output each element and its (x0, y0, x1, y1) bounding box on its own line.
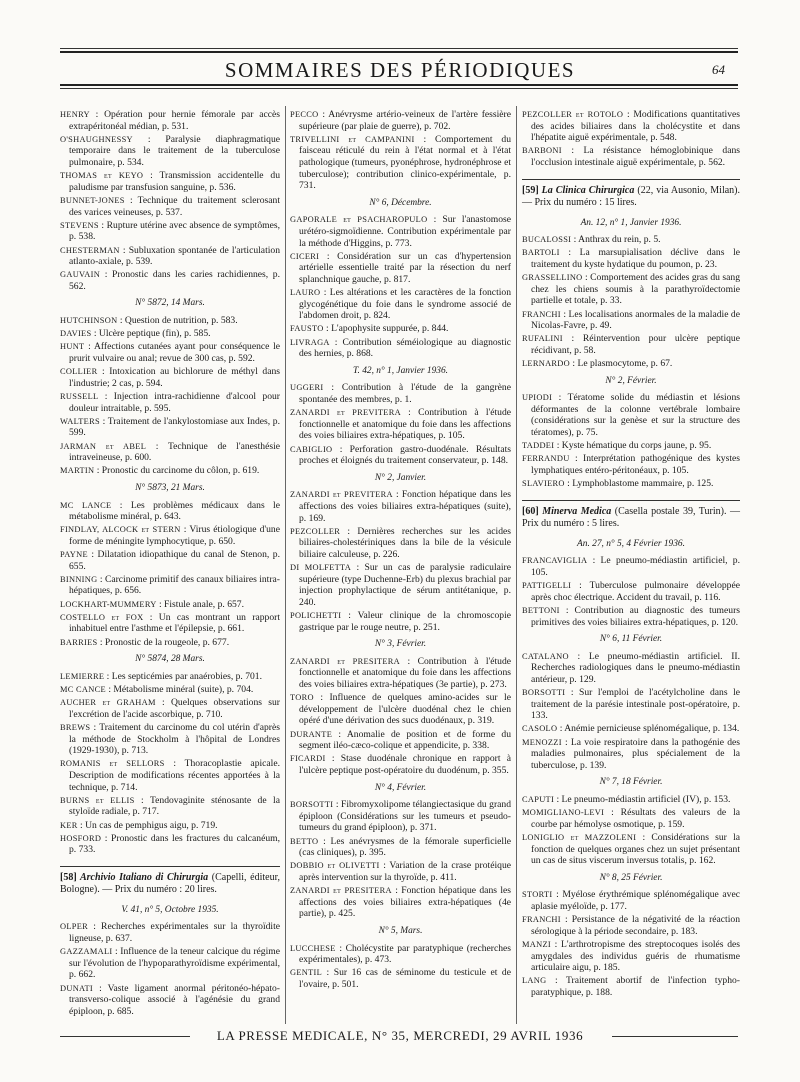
article-title: : Tuberculose pulmonaire développée après choc électrique. Accident du travail, p. 116. (531, 580, 740, 603)
journal-name: La Clinica Chirurgica (538, 184, 635, 196)
article-entry (290, 251, 511, 286)
article-entry (290, 287, 511, 322)
article-entry (522, 807, 740, 830)
journal-details: (Capelli, éditeur, Bologne). — Prix du numéro : 20 lires. (60, 871, 281, 895)
article-title: : Vaste ligament anormal péritonéo-hépato-transverso-colique associé à l'agénésie du grand épiploon, p. 685. (69, 982, 280, 1017)
article-title: : Métabolisme minéral (suite), p. 704. (105, 684, 254, 695)
issue-heading: N° 3, Février. (374, 639, 427, 650)
article-author: SLAVIERO (522, 479, 565, 489)
article-entry (290, 885, 511, 920)
footer-rule-right (612, 1036, 738, 1037)
issue-heading: N° 8, 25 Février. (599, 872, 663, 883)
article-entry (60, 820, 280, 832)
article-title: : Fibromyxolipome télangiectasique du grand épiploon (Considérations sur les tumeurs et pseudo-tumeurs du grand épiploon), p. 371. (299, 799, 511, 834)
article-author: STORTI (522, 890, 553, 900)
article-author: PAYNE (60, 550, 88, 560)
article-author: MC LANCE (60, 500, 112, 510)
article-entry (60, 697, 280, 720)
article-title: : Les altérations et les caractères de la fonction glycogénétique du foie dans le syndrome associé de l'abdomen droit, p. 824. (299, 287, 511, 322)
article-author: KER (60, 820, 78, 830)
article-author: BUNNET-JONES (60, 195, 125, 205)
article-author: RUSSELL (60, 392, 99, 401)
article-author: FICARDI (290, 754, 326, 764)
article-entry (522, 975, 740, 998)
article-author: HOSFORD (60, 833, 102, 843)
article-entry (522, 605, 740, 628)
article-title: : Technique du traitement sclerosant des varices veineuses, p. 537. (69, 194, 280, 218)
article-title: : L'arthrotropisme des streptocoques isolés des amygdales des individus guéris de rhumatisme articulaire aigu, p. 185. (531, 938, 740, 974)
article-title: : Technique de l'anesthésie intraveineuse, p. 600. (69, 440, 280, 464)
article-author: PATTIGELLI (522, 581, 572, 591)
article-entry (60, 921, 280, 944)
article-entry (60, 109, 280, 132)
article-title: : Les problèmes médicaux dans le métabolisme minéral, p. 643. (69, 499, 280, 523)
journal-number: [60] (522, 505, 539, 517)
article-author: BREWS (60, 722, 91, 732)
article-title: : Anémie pernicieuse splénomégalique, p. 134. (557, 723, 740, 735)
article-entry (60, 195, 280, 218)
article-entry (60, 684, 280, 696)
article-entry (60, 366, 280, 389)
article-title: : Valeur clinique de la chromoscopie gastrique par le rouge neutre, p. 251. (299, 610, 511, 633)
article-author: O'SHAUGHNESSY (60, 134, 133, 144)
issue-heading: An. 12, n° 1, Janvier 1936. (580, 217, 682, 228)
article-entry (60, 465, 280, 477)
article-title: : Anomalie de position et de forme du segment iléo-cæco-colique et appendicite, p. 338. (299, 728, 511, 752)
article-author: POLICHETTI (290, 611, 342, 621)
article-author: ZANARDI et PREVITERA (290, 490, 393, 500)
article-entry (60, 315, 280, 327)
article-author: DI MOLFETTA (290, 563, 352, 573)
article-title: : Anthrax du rein, p. 5. (571, 234, 661, 246)
article-title: : Perforation gastro-duodénale. Résultats proches et éloignés du traitement conservateur, p. 148. (299, 443, 511, 467)
article-author: TRIVELLINI et CAMPANINI (290, 134, 415, 144)
article-entry (60, 441, 280, 464)
article-author: MARTIN (60, 466, 95, 476)
article-entry (60, 269, 280, 292)
article-entry (60, 328, 280, 340)
article-title: : Anévrysme artério-veineux de l'artère fessière supérieure (par plaie de guerre), p. 702. (299, 109, 511, 132)
article-entry (60, 833, 280, 856)
article-title: : Transmission accidentelle du paludisme par transfusion sanguine, p. 536. (69, 170, 280, 193)
article-author: TADDEI (522, 441, 555, 451)
article-entry (522, 145, 740, 168)
article-entry (290, 444, 511, 467)
article-title: : Tératome solide du médiastin et lésions déformantes de la colonne vertébrale lombaire (considérations sur la genèse et sur la structure des tératomes), p. 75. (531, 392, 740, 439)
header-rule-top-thick (60, 51, 738, 53)
article-author: PECCO (290, 110, 319, 119)
journal-details: (Casella postale 39, Turin). — Prix du numéro : 5 lires. (522, 505, 741, 529)
article-author: HUNT (60, 342, 85, 352)
article-title: : Considérations sur la fonction de quelques organes chez un sujet présentant un cas de situs viscerum inversus totalis, p. 162. (531, 832, 741, 867)
article-author: PEZCOLLER et ROTOLO (522, 110, 624, 119)
article-author: LAURO (290, 288, 321, 298)
article-entry (60, 549, 280, 572)
article-title: : Les septicémies par anaérobies, p. 701. (104, 670, 262, 682)
article-author: HUTCHINSON (60, 316, 118, 326)
article-entry (522, 109, 740, 144)
article-title: : Sur l'emploi de l'acétylcholine dans le traitement de la parésie intestinale post-opératoire, p. 133. (531, 687, 740, 722)
issue-heading: N° 5873, 21 Mars. (135, 482, 205, 493)
article-entry (522, 555, 740, 578)
article-author: JARMAN et ABEL (60, 441, 147, 451)
article-title: : Sur un cas de paralysie radiculaire supérieure (type Duchenne-Erb) du plexus brachial par injection prophylactique de sérum antitétanique, p. 240. (299, 562, 511, 608)
article-entry (290, 489, 511, 524)
article-author: FINDLAY, ALCOCK et STERN (60, 525, 181, 535)
article-entry (290, 753, 511, 776)
article-title: : Lymphoblastome mammaire, p. 125. (564, 478, 714, 490)
article-title: : Comportement des acides gras du sang chez les chiens soumis à la parathyroïdectomie partielle et totale, p. 33. (531, 272, 740, 307)
article-entry (60, 500, 280, 523)
article-title: : Le plasmocytome, p. 67. (570, 358, 673, 370)
article-entry (522, 309, 740, 332)
article-entry (522, 392, 740, 438)
article-title: : Subluxation spontanée de l'articulation atlanto-axiale, p. 539. (69, 244, 280, 268)
article-title: : Influence de quelques amino-acides sur le développement de l'ulcère duodénal chez le chien opéré d'une dérivation des sucs duodénaux, p. 319. (299, 692, 511, 727)
issue-heading: N° 2, Février. (605, 375, 657, 386)
article-author: DOBBIO et OLIVETTI (290, 861, 380, 871)
article-title: : Le pneumo-médiastin artificiel (IV), p. 153. (554, 794, 731, 806)
article-entry (60, 612, 280, 635)
article-title: : Sur 16 cas de séminome du testicule et de l'ovaire, p. 501. (299, 967, 511, 990)
article-entry (290, 337, 511, 360)
article-entry (290, 799, 511, 834)
article-title: : Contribution à l'étude fonctionnelle et anatomique du foie dans les affections des voies biliaires extra-hépatiques (3e partie), p. 273. (299, 655, 511, 691)
article-entry (522, 914, 740, 937)
article-title: : Contribution au diagnostic des tumeurs primitives des voies biliaires extra-hépatiques, p. 120. (531, 604, 740, 628)
article-author: STEVENS (60, 220, 99, 230)
article-entry (290, 836, 511, 859)
journal-heading (522, 179, 740, 212)
article-title: : Pronostic du carcinome du côlon, p. 619. (94, 465, 260, 477)
article-author: CASOLO (522, 724, 558, 734)
article-title: : L'apophysite suppurée, p. 844. (323, 323, 449, 335)
article-title: : Dernières recherches sur les acides biliaires-cholestériniques dans la bile de la vésicule biliaire calculeuse, p. 226. (299, 525, 511, 560)
article-entry (522, 358, 740, 370)
article-entry (290, 729, 511, 752)
article-author: MANZI (522, 939, 551, 949)
article-author: DURANTE (290, 729, 333, 739)
article-author: ZANARDI et PRESITERA (290, 656, 401, 666)
article-entry (60, 758, 280, 793)
issue-heading: N° 7, 18 Février. (599, 777, 663, 788)
article-author: MOMIGLIANO-LEVI (522, 808, 605, 818)
article-author: GENTIL (290, 968, 323, 978)
article-entry (522, 440, 740, 452)
article-author: LUCCHESE (290, 943, 336, 953)
issue-heading: An. 27, n° 5, 4 Février 1936. (577, 538, 685, 549)
article-author: ROMANIS et SELLORS (60, 759, 165, 769)
article-title: : Interprétation pathogénique des kystes lymphatiques entéro-péritonéaux, p. 105. (531, 453, 740, 476)
article-entry (522, 737, 740, 772)
issue-heading: N° 6, Décembre. (369, 197, 432, 208)
article-title: : Sur l'anastomose urétéro-sigmoïdienne. Contribution expérimentale par la méthode d'Higgins, p. 773. (299, 214, 512, 249)
article-author: CABIGLIO (290, 444, 333, 454)
article-entry (60, 574, 280, 597)
article-title: : Virus étiologique d'une forme de méningite lymphocytique, p. 650. (69, 524, 280, 547)
article-title: : Kyste hématique du corps jaune, p. 95. (554, 440, 712, 452)
article-title: : Recherches expérimentales sur la thyroïdite ligneuse, p. 637. (69, 921, 280, 945)
article-author: BARTOLI (522, 248, 560, 258)
article-author: COSTELLO et FOX (60, 612, 144, 622)
article-title: : Le pneumo-médiastin artificiel. II. Recherches radiologiques dans le pneumo-médiastin antérieur, p. 129. (531, 650, 740, 685)
article-author: BETTO (290, 836, 319, 846)
article-entry (60, 983, 280, 1018)
article-author: FAUSTO (290, 324, 324, 334)
article-title: : Dilatation idiopathique du canal de Stenon, p. 655. (69, 549, 280, 572)
article-entry (290, 382, 511, 405)
article-title: : Thoracoplastie apicale. Description de modifications récentes apportées à la technique, p. 714. (69, 758, 280, 793)
article-author: BARRIES (60, 637, 98, 647)
header-rule-bottom-thin (60, 88, 738, 89)
article-entry (290, 562, 511, 608)
article-author: PEZCOLLER (290, 526, 341, 536)
article-title: : Quelques observations sur l'excrétion de l'acide ascorbique, p. 710. (69, 697, 280, 720)
article-author: LERNARDO (522, 359, 570, 369)
article-entry (522, 832, 740, 867)
article-author: GAPORALE et PSACHAROPULO (290, 215, 428, 225)
article-author: COLLIER (60, 367, 98, 377)
article-author: UPIODI (522, 393, 553, 403)
article-author: BINNING (60, 574, 98, 584)
article-author: CATALANO (522, 651, 569, 661)
article-entry (522, 687, 740, 722)
article-author: CHESTERMAN (60, 245, 120, 255)
column-divider-2 (516, 106, 517, 1024)
article-title: : Modifications quantitatives des acides biliaires dans la cholécystite et dans l'hépatite aiguë expérimentale, p. 548. (531, 109, 740, 144)
article-entry (290, 967, 511, 990)
journal-details: (22, via Ausonio, Milan). — Prix du numéro : 15 lires. (522, 184, 740, 208)
article-author: GRASSELLINO (522, 273, 583, 283)
journal-name: Minerva Medica (538, 505, 612, 517)
article-title: : Un cas montrant un rapport inhabituel entre l'asthme et l'épilepsie, p. 661. (69, 611, 281, 635)
article-title: : Intoxication au bichlorure de méthyl dans l'industrie; 2 cas, p. 594. (69, 366, 280, 389)
article-author: THOMAS et KEYO (60, 171, 144, 181)
article-entry (522, 234, 740, 246)
article-title: : Ulcère peptique (fin), p. 585. (91, 328, 211, 340)
header-rule-top (60, 48, 738, 49)
article-title: : Pronostic dans les fractures du calcanéum, p. 733. (69, 832, 280, 856)
article-author: BUCALOSSI (522, 235, 572, 245)
article-author: DUNATI (60, 983, 93, 993)
article-author: TORO (290, 693, 314, 703)
article-entry (60, 220, 280, 243)
article-title: : Les anévrysmes de la fémorale superficielle (cas cliniques), p. 395. (299, 835, 511, 859)
column-divider-1 (285, 106, 286, 1024)
article-title: : Contribution séméiologique au diagnostic des hernies, p. 868. (299, 336, 511, 360)
article-entry (60, 795, 280, 818)
article-author: BORSOTTI (522, 688, 566, 698)
article-entry (60, 599, 280, 611)
article-title: : Résultats des valeurs de la courbe par hémolyse osmotique, p. 159. (531, 807, 740, 830)
article-entry (522, 478, 740, 490)
article-entry (290, 943, 511, 966)
article-author: RUFALINI (522, 334, 563, 344)
article-author: DAVIES (60, 329, 92, 339)
article-author: WALTERS (60, 416, 100, 426)
article-author: BETTONI (522, 605, 560, 615)
article-title: : Considération sur un cas d'hypertension artérielle essentielle traité par la résection du nerf splanchnique gauche, p. 817. (299, 250, 511, 285)
article-title: : Pronostic dans les caries rachidiennes, p. 562. (69, 269, 280, 292)
article-entry (290, 109, 511, 132)
article-title: : Contribution à l'étude fonctionnelle et anatomique du foie dans les affections des voies biliaires extra-hépatiques, p. 105. (299, 407, 511, 442)
article-title: : Traitement abortif de l'infection typho-paratyphique, p. 188. (531, 975, 740, 998)
article-author: BURNS et ELLIS (60, 795, 135, 805)
article-title: : La voie respiratoire dans la pathogénie des maladies pulmonaires, plus spécialement de la tuberculose, p. 139. (531, 736, 740, 771)
article-title: : Fonction hépatique dans les affections des voies biliaires extra-hépatiques (4e partie), p. 425. (299, 885, 511, 920)
article-author: GAUVAIN (60, 270, 101, 280)
article-author: GAZZAMALI (60, 947, 113, 957)
article-author: LEMIERRE (60, 671, 105, 681)
article-title: : Carcinome primitif des canaux biliaires intra-hépatiques, p. 656. (69, 573, 280, 597)
column-1 (60, 109, 280, 1019)
issue-heading: N° 5, Mars. (378, 925, 423, 936)
article-author: UGGERI (290, 383, 324, 393)
page-footer: LA PRESSE MEDICALE, N° 35, MERCREDI, 29 AVRIL 1936 (216, 1028, 584, 1043)
article-title: : Rupture utérine avec absence de symptômes, p. 538. (69, 219, 280, 243)
article-entry (290, 656, 511, 691)
article-title: : La résistance hémoglobinique dans l'occlusion intestinale aiguë expérimentale, p. 562. (531, 145, 740, 168)
article-title: : Comportement du faisceau réticulé du rein à l'état normal et à l'état pathologique (tumeurs, pyonéphrose, hydronéphrose et tuberculose); contribution clinico-expérimentale, p. 731. (299, 133, 512, 192)
article-author: AUCHER et GRAHAM (60, 698, 156, 708)
article-author: MC CANCE (60, 685, 106, 694)
column-2 (290, 109, 511, 992)
article-title: : Fonction hépatique dans les affections des voies biliaires extra-hépatiques (suite), p. 169. (299, 489, 511, 524)
header-rule-bottom (60, 84, 738, 86)
article-title: : Influence de la teneur calcique du régime sur l'évolution de l'hypoparathyroïdisme expérimental, p. 662. (69, 946, 280, 981)
article-entry (60, 416, 280, 439)
article-author: FRANCAVIGLIA (522, 556, 588, 566)
article-author: HENRY (60, 110, 90, 119)
page-title: SOMMAIRES DES PÉRIODIQUES (224, 58, 576, 82)
article-title: : Un cas de pemphigus aigu, p. 719. (77, 819, 218, 831)
article-title: : Question de nutrition, p. 583. (117, 315, 238, 327)
article-author: CAPUTI (522, 795, 555, 805)
article-entry (290, 214, 511, 249)
article-author: BARBONI (522, 146, 562, 156)
article-entry (290, 692, 511, 727)
article-entry (522, 939, 740, 974)
issue-heading: T. 42, n° 1, Janvier 1936. (353, 365, 448, 376)
issue-heading: V. 41, n° 5, Octobre 1935. (121, 904, 219, 915)
article-title: : La marsupialisation déclive dans le traitement du kyste hydatique du poumon, p. 23. (531, 247, 740, 270)
article-author: FERRANDU (522, 454, 570, 464)
article-title: : Opération pour hernie fémorale par accès extrapéritonéal médian, p. 531. (69, 109, 280, 132)
issue-heading: N° 4, Février. (374, 782, 427, 793)
article-entry (60, 722, 280, 757)
article-entry (60, 245, 280, 268)
article-title: : Traitement du carcinome du col utérin d'après la méthode de Stockholm à l'hôpital de Londres (1929-1930), p. 713. (69, 721, 280, 757)
article-title: : Injection intra-rachidienne d'alcool pour douleur intraitable, p. 595. (69, 391, 280, 414)
article-entry (60, 671, 280, 683)
article-title: : Le pneumo-médiastin artificiel, p. 105. (531, 555, 740, 578)
article-entry (290, 860, 511, 883)
article-title: : Pronostic de la rougeole, p. 677. (97, 636, 230, 648)
article-entry (522, 580, 740, 603)
article-title: : Réintervention pour ulcère peptique récidivant, p. 58. (531, 333, 740, 356)
article-entry (290, 323, 511, 335)
article-title: : Myélose érythrémique splénomégalique avec aplasie myéloïde, p. 177. (531, 889, 740, 912)
article-title: : Variation de la crase protéique après intervention sur la thyroïde, p. 411. (299, 860, 511, 883)
issue-heading: N° 5872, 14 Mars. (135, 298, 205, 309)
issue-heading: N° 6, 11 Février. (599, 634, 663, 645)
article-entry (522, 889, 740, 912)
journal-number: [58] (60, 871, 77, 883)
journal-name: Archivio Italiano di Chirurgia (76, 871, 209, 883)
article-author: FRANCHI (522, 915, 561, 925)
article-entry (60, 524, 280, 547)
article-entry (60, 170, 280, 193)
article-entry (522, 333, 740, 356)
article-entry (290, 407, 511, 442)
article-entry (522, 651, 740, 686)
journal-heading (60, 866, 280, 899)
article-entry (60, 946, 280, 981)
article-title: : Contribution à l'étude de la gangrène spontanée des membres, p. 1. (299, 382, 511, 406)
issue-heading: N° 5874, 28 Mars. (135, 654, 205, 665)
article-author: MENOZZI (522, 737, 562, 747)
article-author: LOCKHART-MUMMERY (60, 599, 157, 609)
article-entry (522, 272, 740, 307)
journal-heading (522, 500, 740, 533)
article-title: : Les localisations anormales de la maladie de Nicolas-Favre, p. 49. (531, 308, 740, 332)
article-title: : Traitement de l'ankylostomiase aux Indes, p. 599. (69, 415, 280, 439)
article-entry (522, 453, 740, 476)
article-author: LANG (522, 976, 547, 986)
article-title: : Affections cutanées ayant pour conséquence le prurit vulvaire ou anal; revue de 300 cas, p. 592. (69, 341, 280, 365)
issue-heading: N° 2, Janvier. (374, 472, 427, 483)
article-entry (290, 134, 511, 192)
article-entry (60, 391, 280, 414)
article-entry (522, 794, 740, 806)
article-author: FRANCHI (522, 309, 561, 319)
article-author: OLPER (60, 922, 89, 932)
article-entry (60, 637, 280, 649)
article-entry (522, 723, 740, 735)
article-title: : Fistule anale, p. 657. (156, 598, 244, 610)
article-title: : Stase duodénale chronique en rapport à l'ulcère peptique post-opératoire du duodénum, p. 355. (299, 753, 511, 776)
article-entry (290, 526, 511, 561)
page-number: 64 (712, 62, 725, 77)
article-author: CICERI (290, 251, 320, 261)
article-title: : Persistance de la négativité de la réaction sérologique à la période secondaire, p. 183. (531, 914, 740, 937)
article-entry (60, 134, 280, 169)
article-entry (290, 610, 511, 633)
article-author: LONIGLIO et MAZZOLENI (522, 833, 637, 842)
article-title: : Paralysie diaphragmatique temporaire dans le traitement de la tuberculose pulmonaire, p. 534. (69, 133, 280, 168)
article-author: BORSOTTI (290, 800, 334, 810)
article-title: : Tendovaginite sténosante de la styloïde radiale, p. 717. (69, 794, 280, 818)
article-entry (60, 341, 280, 364)
article-title: : Cholécystite par paratyphique (recherches expérimentales), p. 473. (299, 942, 511, 966)
article-entry (522, 247, 740, 270)
article-author: ZANARDI et PRESITERA (290, 886, 392, 896)
article-author: LIVRAGA (290, 337, 330, 347)
article-author: ZANARDI et PREVITERA (290, 408, 401, 418)
journal-number: [59] (522, 184, 539, 196)
column-3 (522, 109, 740, 1000)
